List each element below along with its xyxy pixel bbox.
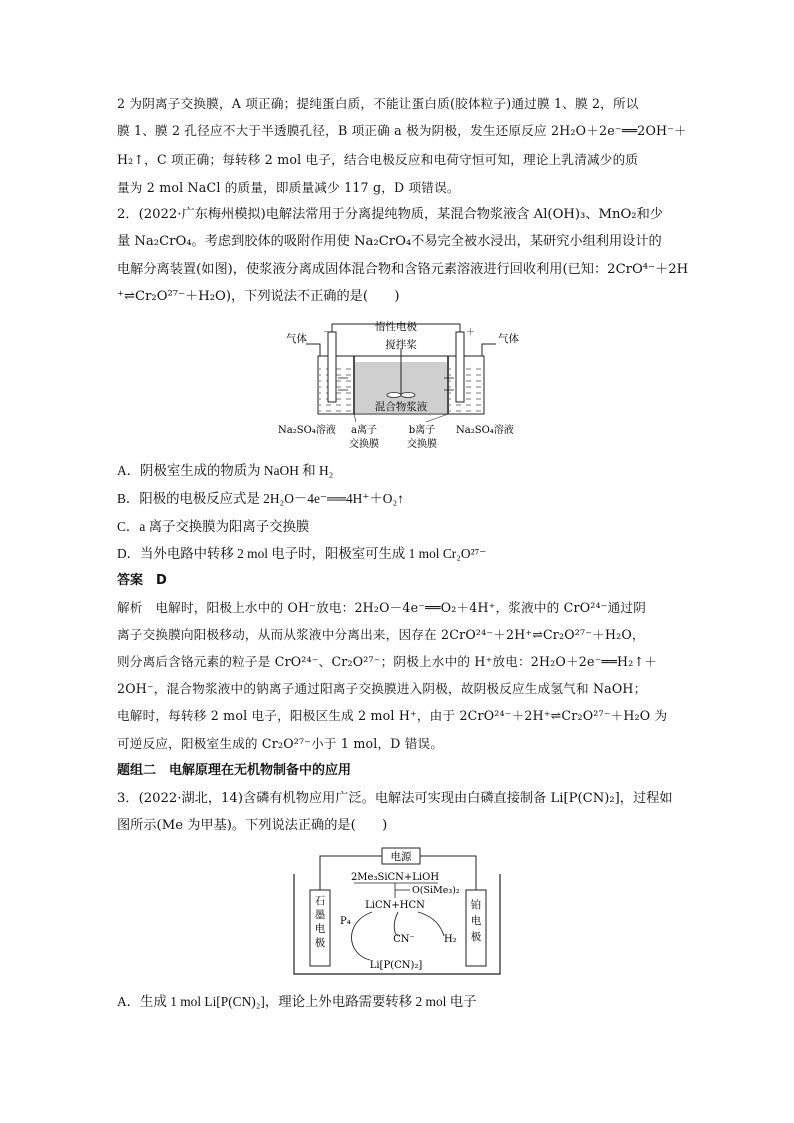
- option-a: A．阴极室生成的物质为 NaOH 和 H₂: [117, 463, 334, 478]
- byproduct-label: O(SiMe₃)₂: [412, 885, 460, 896]
- section-heading: 题组二 电解原理在无机物制备中的应用: [117, 763, 352, 778]
- option-c: C．a 离子交换膜为阳离子交换膜: [117, 519, 310, 534]
- solution-line: 膜 1、膜 2 孔径应不大于半透膜孔径，B 项正确 a 极为阴极，发生还原反应 2H₂O＋2e⁻══2OH⁻＋: [117, 123, 687, 138]
- gas-right: 气体: [498, 333, 519, 345]
- cyanide-label: CN⁻: [393, 934, 415, 945]
- question-2-stem: 电解分离装置(如图)，使浆液分离成固体混合物和含铬元素溶液进行回收利用(已知：2CrO⁴⁻＋2H: [117, 262, 689, 277]
- right-electrode-char: 电: [470, 915, 482, 927]
- answer-line: 答案 D: [117, 573, 167, 588]
- right-solution-label: Na₂SO₄溶液: [456, 425, 514, 436]
- membrane-b-label: b离子: [408, 425, 436, 436]
- explanation-line: 解析 电解时，阳极上水中的 OH⁻放电：2H₂O－4e⁻══O₂＋4H⁺，浆液中的 CrO²⁴⁻通过阴: [117, 600, 646, 615]
- reactants-label: 2Me₃SiCN+LiOH: [350, 872, 440, 883]
- option-d: D．当外电路中转移 2 mol 电子时，阳极室可生成 1 mol Cr₂O²⁷⁻: [117, 546, 487, 561]
- power-supply-label: 电源: [390, 851, 412, 863]
- right-electrode-char: 铂: [470, 899, 482, 911]
- left-electrode-char: 电: [314, 923, 326, 935]
- solution-line: 2 为阴离子交换膜，A 项正确；提纯蛋白质，不能让蛋白质(胶体粒子)通过膜 1、膜 2，所以: [117, 96, 639, 111]
- left-solution-label: Na₂SO₄溶液: [278, 425, 336, 436]
- p4-label: P₄: [340, 916, 351, 927]
- question-3-option-a: A．生成 1 mol Li[P(CN)₂]，理论上外电路需要转移 2 mol 电子: [117, 994, 477, 1009]
- left-electrode-char: 石: [314, 895, 326, 907]
- membrane-a-label: a离子: [351, 425, 377, 436]
- solution-line: 量为 2 mol NaCl 的质量，即质量减少 117 g，D 项错误。: [117, 180, 460, 195]
- left-electrode-char: 极: [314, 937, 326, 949]
- minus-sign: －: [323, 328, 333, 338]
- question-2-stem: ⁺⇌Cr₂O²⁷⁻＋H₂O)，下列说法不正确的是( ): [117, 289, 400, 304]
- question-2-stem: 量 Na₂CrO₄。考虑到胶体的吸附作用使 Na₂CrO₄不易完全被水浸出，某研究小组利用设计的: [117, 234, 662, 249]
- explanation-line: 则分离后含铬元素的粒子是 CrO²⁴⁻、Cr₂O²⁷⁻；阴极上水中的 H⁺放电：2H₂O＋2e⁻══H₂↑＋: [117, 654, 658, 669]
- electrode-label: 惰性电极: [375, 321, 417, 333]
- membrane-b-label: 交换膜: [407, 439, 437, 450]
- electrolysis-apparatus-figure: [276, 318, 526, 458]
- membrane-a-label: 交换膜: [349, 439, 379, 450]
- solution-line: H₂↑，C 项正确；每转移 2 mol 电子，结合电极反应和电荷守恒可知，理论上乳清减少的质: [117, 152, 639, 167]
- question-3-stem: 3．(2022·湖北，14)含磷有机物应用广泛。电解法可实现由白磷直接制备 Li[P(CN)₂]，过程如: [117, 791, 673, 806]
- explanation-line: 2OH⁻，混合物浆液中的钠离子通过阳离子交换膜进入阴极，故阴极反应生成氢气和 NaOH；: [117, 681, 647, 696]
- left-electrode-char: 墨: [314, 909, 326, 921]
- gas-right-label: [498, 332, 519, 345]
- explanation-line: 可逆反应，阳极室生成的 Cr₂O²⁷⁻小于 1 mol，D 错误。: [117, 736, 444, 751]
- option-b: B．阳极的电极反应式是 2H₂O－4e⁻══4H⁺＋O₂↑: [117, 491, 404, 506]
- product-label: Li[P(CN)₂]: [369, 960, 423, 971]
- right-electrode-char: 极: [470, 931, 482, 943]
- phosphorus-electrolysis-figure: [292, 846, 504, 978]
- plus-sign: ＋: [466, 328, 476, 338]
- gas-left: 气体: [286, 333, 307, 345]
- question-2-stem: 2．(2022·广东梅州模拟)电解法常用于分离提纯物质，某混合物浆液含 Al(OH)₃、MnO₂和少: [117, 207, 663, 222]
- gas-left-label: [286, 332, 307, 345]
- hydrogen-label: H₂: [444, 934, 457, 945]
- question-3-stem: 图所示(Me 为甲基)。下列说法正确的是( ): [117, 818, 388, 833]
- slurry-label: 混合物浆液: [374, 401, 428, 413]
- explanation-line: 电解时，每转移 2 mol 电子，阳极区生成 2 mol H⁺，由于 2CrO²⁴⁻＋2H⁺⇌Cr₂O²⁷⁻＋H₂O 为: [117, 708, 668, 723]
- stirrer-label: 搅拌桨: [385, 339, 417, 351]
- explanation-line: 离子交换膜向阳极移动，从而从浆液中分离出来，因存在 2CrO²⁴⁻＋2H⁺⇌Cr₂O²⁷⁻＋H₂O，: [117, 627, 645, 642]
- intermediate-label: LiCN+HCN: [365, 900, 425, 911]
